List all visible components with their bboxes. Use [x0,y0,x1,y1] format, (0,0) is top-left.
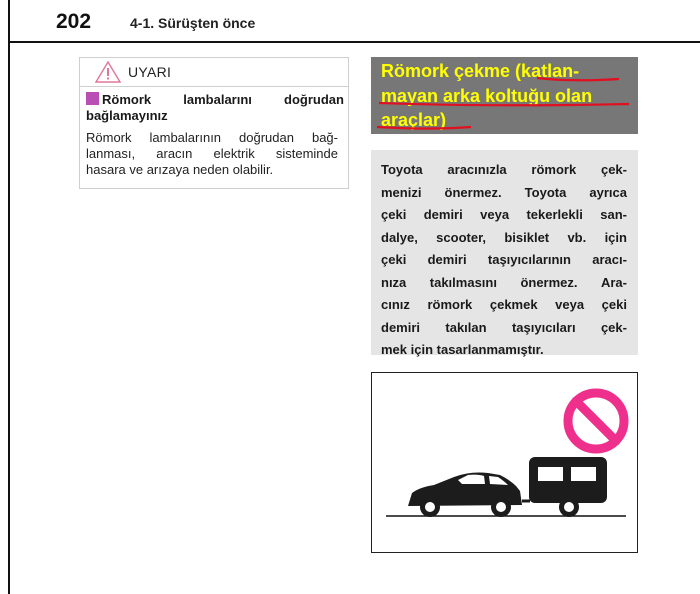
warning-subheading-line [86,92,344,108]
word: Toyota [381,162,423,177]
text-line [381,317,627,340]
word: römork [427,297,473,312]
word: için [604,229,627,245]
article-heading-line: Römork çekme (katlan- [381,61,580,81]
trailer-icon [529,457,607,517]
article-heading-line: mayan arka koltuğu olan [381,86,593,106]
bullet-square-icon [86,92,99,105]
warning-box [79,57,349,189]
warning-subheading-line: bağlamayınız [86,108,168,123]
text-line [381,159,627,182]
word: demiri [423,207,463,222]
word: önermez. [520,274,578,290]
word: Römork [86,130,132,145]
word: san- [600,207,627,222]
text-line [381,294,627,317]
word: doğrudan [239,130,294,145]
word: Toyota [524,184,567,200]
illustration-canvas [372,373,637,552]
warning-subheading [86,92,344,124]
word: tekerlekli [526,207,583,222]
word: çeki [381,207,407,222]
word: taşıyıcıları [511,319,576,335]
word: lambalarını [183,92,252,107]
word: Römork [86,92,151,108]
text-line [86,130,338,146]
word: çeki [381,252,407,267]
word: demiri [381,319,421,335]
word: çeki [601,297,627,312]
warning-triangle-icon [95,61,121,83]
word: bağ- [311,130,338,145]
word: taşıyıcılarının [487,252,571,267]
word: lanması, [86,146,136,161]
text-line [381,272,627,295]
word: veya [480,207,510,222]
car-icon [408,473,530,518]
article-heading [371,57,638,134]
word: takılmasını [429,274,497,290]
word: nıza [381,274,407,290]
article-body [381,159,627,362]
text-line [381,182,627,205]
header-divider [8,41,700,43]
prohibited-icon [568,393,624,449]
word: aracınızla [447,162,507,177]
word: lambalarının [149,130,222,145]
section-title: 4-1. Sürüşten önce [130,15,256,31]
word: aracı- [592,252,627,267]
warning-body [86,130,338,178]
word: cınız [381,297,410,312]
word: önermez. [444,184,502,200]
text-line: hasara ve arızaya neden olabilir. [86,162,274,177]
warning-header [80,58,348,87]
warning-label: UYARI [128,64,172,80]
text-line [86,146,338,162]
word: veya [555,297,585,312]
word: menizi [381,184,422,200]
text-line: mek için tasarlanmamıştır. [381,342,544,357]
article-body-box [371,150,638,355]
word: takılan [445,319,487,335]
word: elektrik [213,146,255,161]
word: scooter, [436,229,487,245]
word: vb. [567,229,587,245]
page-header [0,0,700,42]
word: çek- [600,319,627,335]
word: sisteminde [275,146,338,161]
word: aracın [156,146,193,161]
page-margin-rule [8,0,10,594]
word: ayrıca [589,184,627,200]
word: çek- [600,162,627,177]
word: çekmek [489,297,538,312]
word: bisiklet [504,229,550,245]
article-heading-line: araçlar) [381,110,447,130]
word: dalye, [381,229,418,245]
word: doğrudan [284,92,344,107]
text-line [381,204,627,227]
page-number: 202 [56,10,92,33]
text-line [381,227,627,250]
towing-illustration [371,372,638,553]
word: römork [531,162,577,177]
text-line [381,249,627,272]
word: Ara- [600,274,627,290]
word: demiri [427,252,467,267]
